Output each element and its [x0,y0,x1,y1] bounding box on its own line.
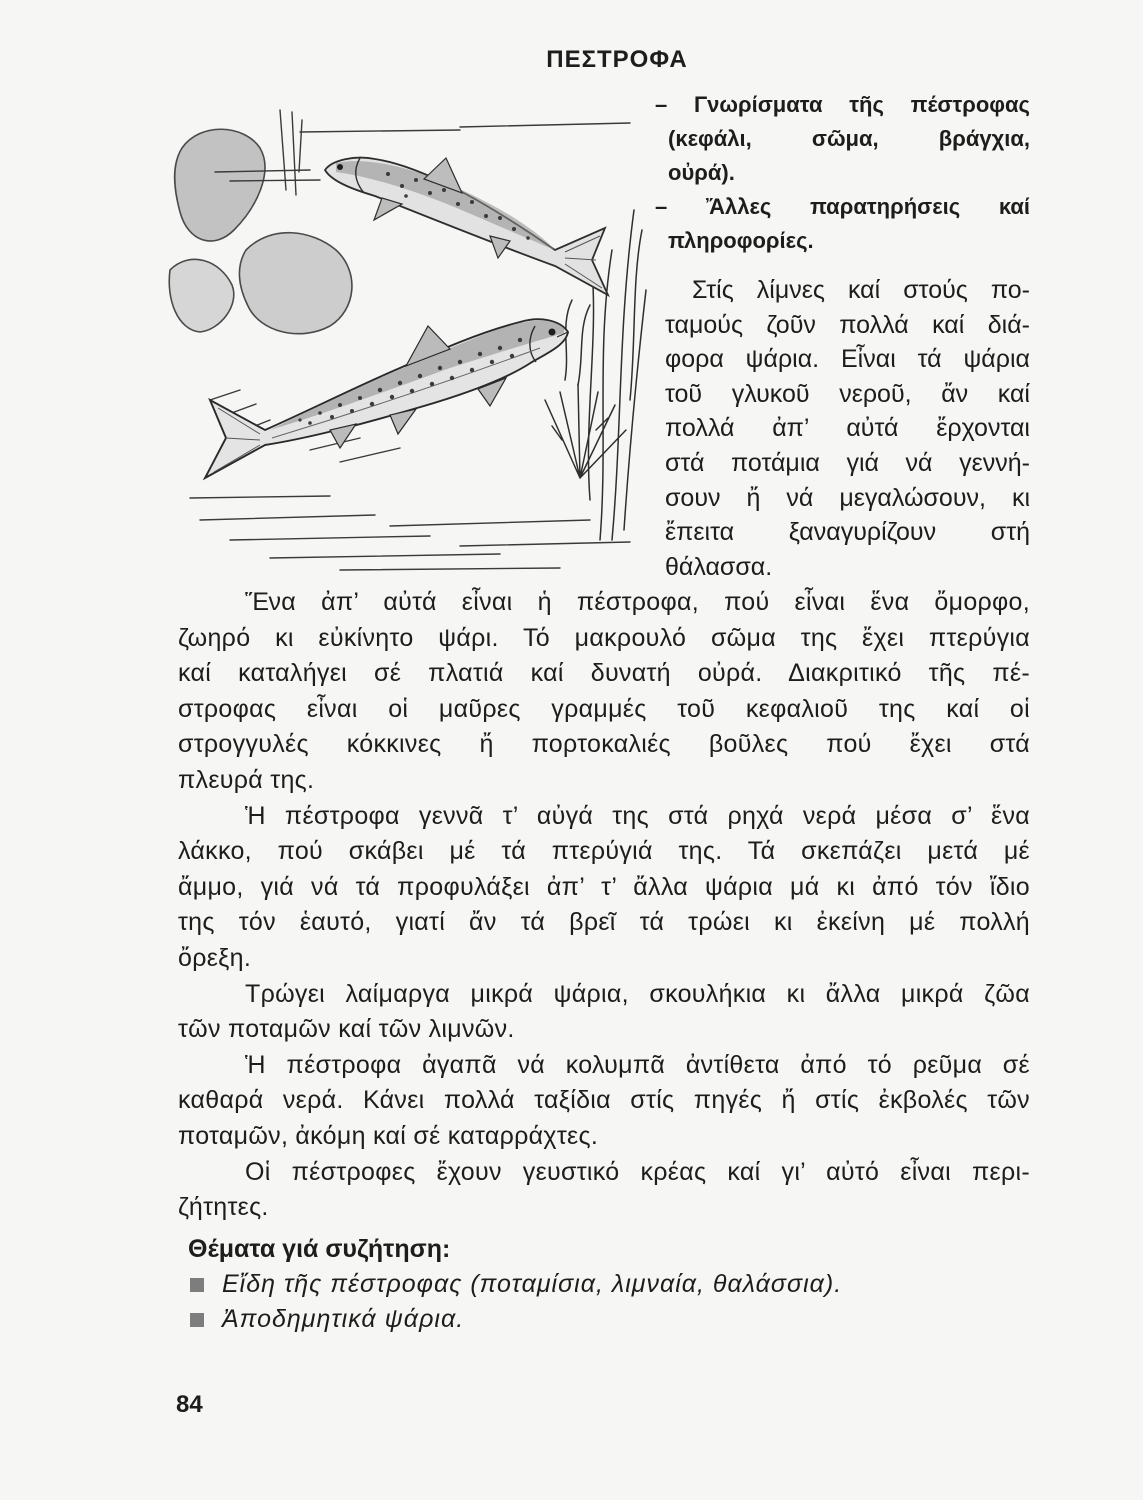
discussion-item [188,1267,1028,1302]
text-line: ταμούς ζοῦν πολλά καί διά- [665,310,1030,339]
text-line: Τρώγει λαίμαργα μικρά ψάρια, σκουλήκια κι ἄλλα μικρά ζῶα [245,979,1030,1008]
text-line: πλευρά της. [178,765,315,794]
text-line: πολλά ἀπ’ αὐτά ἔρχονται [665,414,1030,443]
text-line: ἔπειτα ξαναγυρίζουν στή [665,518,1030,547]
fish-spot [490,360,494,364]
lower-trout-back-shading [270,321,564,430]
water-line [190,496,630,570]
fish-spot [390,395,394,399]
fish-spot [526,236,530,240]
discussion-item [188,1302,1028,1337]
fish-spot [456,202,460,206]
fish-spot [428,191,432,195]
rock [175,129,265,241]
upper-trout [325,158,608,295]
text-line: τῶν ποταμῶν καί τῶν λιμνῶν. [178,1015,515,1044]
fish-spot [458,360,462,364]
fish-spot [510,354,514,358]
fish-spot [400,184,404,188]
lower-trout [205,319,568,478]
text-line: φορα ψάρια. Εἶναι τά ψάρια [665,345,1030,374]
text-line: καί καταλήγει σέ πλατιά καί δυνατή οὐρά. Διακριτικό τῆς πέ- [178,659,1030,688]
seaweed [565,300,590,385]
background-rocks [169,129,352,333]
discussion-topics [188,1232,1028,1337]
plant-stem [612,210,634,540]
bullet-square-icon [190,1313,204,1327]
guide-line: – Γνωρίσματα τῆς πέστροφας [655,92,1030,117]
guide-line: οὐρά). [668,160,735,185]
lower-trout-eye [549,329,556,336]
text-line: ὄρεξη. [178,943,252,972]
page-title: ΠΕΣΤΡΟΦΑ [546,46,688,73]
branch-line [280,110,302,195]
fish-spot [398,381,402,385]
fish-spot [298,418,301,421]
bullet-square-icon [190,1278,204,1292]
fish-spot [512,227,516,231]
guide-line: – Ἄλλες παρατηρήσεις καί [655,194,1030,219]
text-line: θάλασσα. [665,552,773,581]
water-surface-line [215,123,630,181]
plant-stem [630,230,642,400]
intro-paragraph [665,273,1030,584]
fish-spot [478,352,482,356]
study-guide [655,88,1030,258]
text-line: ζήτητες. [178,1193,269,1222]
text-line: καθαρά νερά. Κάνει πολλά ταξίδια στίς πηγές ἤ στίς ἐκβολές τῶν [178,1086,1030,1115]
text-line: της τόν ἑαυτό, γιατί ἄν τά βρεῖ τά τρώει κι ἐκείνη μέ πολλή [178,908,1030,937]
fish-spot [450,376,454,380]
body-text [178,585,1030,1226]
text-line: Ἕνα ἀπ’ αὐτά εἶναι ἡ πέστροφα, πού εἶναι ἕνα ὄμορφο, [245,588,1030,616]
fish-spot [438,366,442,370]
page-number: 84 [176,1391,203,1418]
text-line: στρογγυλές κόκκινες ἤ πορτοκαλιές βοῦλες πού ἔχει στά [178,730,1030,759]
fish-spot [498,216,502,220]
text-line: στροφας εἶναι οἱ μαῦρες γραμμές τοῦ κεφαλιοῦ της καί οἱ [178,694,1030,723]
fish-spot [358,396,362,400]
upper-trout-body [325,158,608,295]
text-line: Ἡ πέστροφα ἀγαπᾶ νά κολυμπᾶ ἀντίθετα ἀπό τό ρεῦμα σέ [245,1050,1030,1079]
upper-trout-eye [337,164,343,170]
fish-spot [498,346,502,350]
text-line: Στίς λίμνες καί στούς πο- [692,276,1030,304]
fish-spot [430,382,434,386]
text-line: Οἱ πέστροφες ἔχουν γευστικό κρέας καί γι’ αὐτό εἶναι περι- [245,1157,1030,1186]
discussion-item-text: Εἴδη τῆς πέστροφας (ποταμίσια, λιμναία, θαλάσσια). [222,1270,843,1298]
rock [169,259,234,332]
guide-line: πληροφορίες. [668,228,814,253]
text-line: σουν ἤ νά μεγαλώσουν, κι [665,483,1030,512]
trout-illustration [160,100,650,580]
fish-spot [338,403,342,407]
fish-spot [378,388,382,392]
text-line: ποταμῶν, ἀκόμη καί σέ καταρράχτες. [178,1121,599,1150]
fish-spot [518,338,522,342]
plant-stem [624,290,646,530]
fish-spot [404,194,408,198]
text-line: ἄμμο, γιά νά τά προφυλάξει ἀπ’ τ’ ἄλλα ψάρια μά κι ἀπό τόν ἴδιο [178,872,1030,901]
fish-spot [484,214,488,218]
fish-spot [370,402,374,406]
fish-spot [414,178,418,182]
fish-spot [442,188,446,192]
text-line: ζωηρό κι εὐκίνητο ψάρι. Τό μακρουλό σῶμα της ἔχει πτερύγια [178,623,1030,652]
fish-spot [330,415,334,419]
guide-line: (κεφάλι, σῶμα, βράγχια, [668,126,1030,151]
text-line: τοῦ γλυκοῦ νεροῦ, ἄν καί [665,379,1030,408]
fish-spot [350,409,354,413]
rock [239,233,352,334]
fish-spot [308,421,312,425]
fish-spot [470,200,474,204]
fish-spot [318,411,322,415]
fish-spot [470,368,474,372]
fish-spot [410,389,414,393]
text-line: στά ποτάμια γιά νά γεννή- [665,448,1030,477]
fish-spot [418,374,422,378]
fish-spot [386,172,390,176]
text-line: λάκκο, πού σκάβει μέ τά πτερύγιά της. Τά σκεπάζει μετά μέ [178,837,1030,866]
discussion-heading: Θέματα γιά συζήτηση: [188,1235,451,1263]
text-line: Ἡ πέστροφα γεννᾶ τ’ αὐγά της στά ρηχά νερά μέσα σ’ ἕνα [245,801,1030,830]
discussion-item-text: Ἀποδημητικά ψάρια. [222,1305,465,1333]
spiky-plant [545,384,626,478]
